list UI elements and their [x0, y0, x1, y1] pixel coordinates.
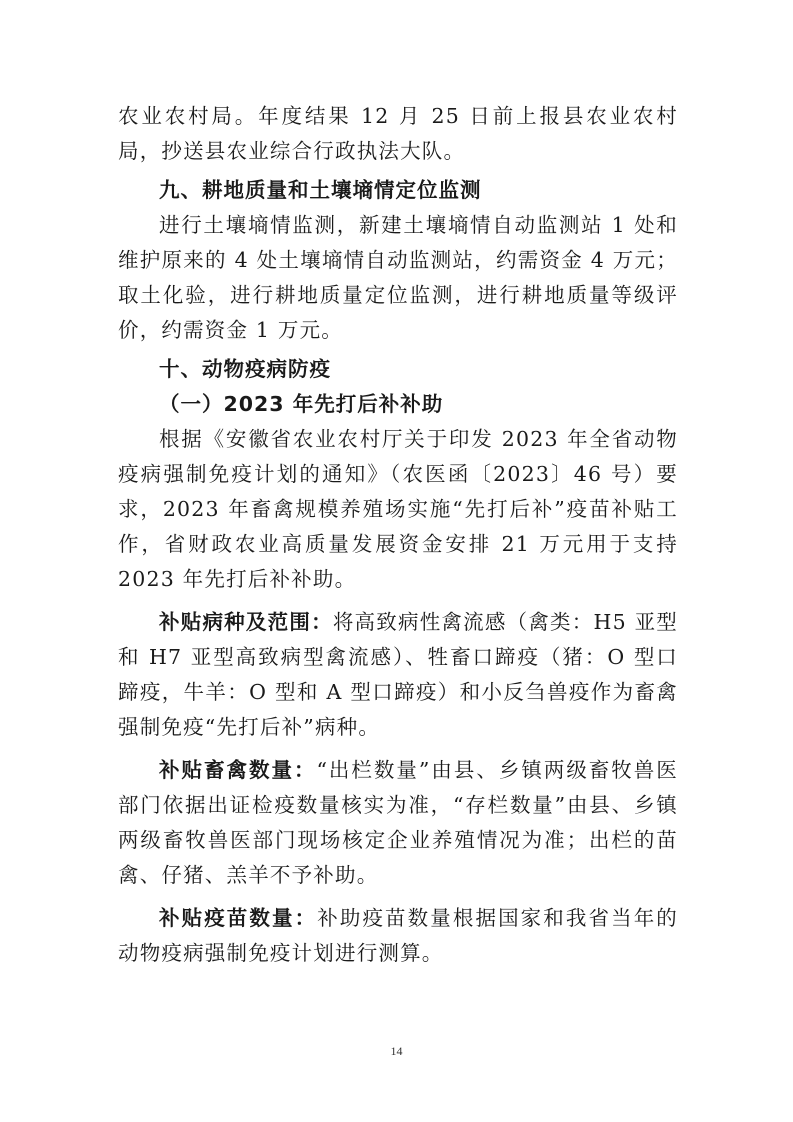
paragraph-subsidy-vaccine-count — [118, 901, 678, 971]
section-heading-9: 九、耕地质量和土壤墒情定位监测 — [159, 178, 482, 202]
paragraph-lead-label: 补贴病种及范围： — [159, 610, 333, 634]
paragraph-subsidy-livestock-count — [118, 753, 678, 893]
paragraph-lead-label: 补贴疫苗数量： — [159, 906, 318, 930]
paragraph-text: “出栏数量”由县、乡镇两级畜牧兽医部门依据出证检疫数量核实为准，“存栏数量”由县、乡镇两级畜牧兽医部门现场核定企业养殖情况为准；出栏的苗禽、仔猪、羔羊不予补助。 — [118, 758, 678, 887]
paragraph-soil-monitoring: 进行土壤墒情监测，新建土壤墒情自动监测站 1 处和维护原来的 4 处土壤墒情自动监测站，约需资金 4 万元；取土化验，进行耕地质量定位监测，进行耕地质量等级评价，约需资金 1 万元。 — [118, 213, 678, 342]
paragraph-subsidy-diseases — [118, 605, 678, 745]
subsection-heading-10-1: （一）2023 年先打后补补助 — [159, 392, 444, 416]
page-number: 14 — [390, 1044, 403, 1058]
paragraph-vaccine-subsidy-basis: 根据《安徽省农业农村厅关于印发 2023 年全省动物疫病强制免疫计划的通知》（农医函〔2023〕46 号）要求，2023 年畜禽规模养殖场实施“先打后补”疫苗补贴工作，省财政农业高质量发展资金安排 21 万元用于支持 2023 年先打后补补助。 — [118, 427, 678, 591]
paragraph-reporting-deadline: 农业农村局。年度结果 12 月 25 日前上报县农业农村局，抄送县农业综合行政执法大队。 — [118, 104, 678, 163]
paragraph-text: 补助疫苗数量根据国家和我省当年的动物疫病强制免疫计划进行测算。 — [118, 906, 678, 965]
paragraph-lead-label: 补贴畜禽数量： — [159, 758, 317, 782]
document-body — [118, 99, 678, 971]
section-heading-10: 十、动物疫病防疫 — [159, 357, 331, 381]
paragraph-text: 将高致病性禽流感（禽类：H5 亚型和 H7 亚型高致病型禽流感）、牲畜口蹄疫（猪：O 型口蹄疫，牛羊：O 型和 A 型口蹄疫）和小反刍兽疫作为畜禽强制免疫“先打后补”病种。 — [118, 610, 678, 739]
